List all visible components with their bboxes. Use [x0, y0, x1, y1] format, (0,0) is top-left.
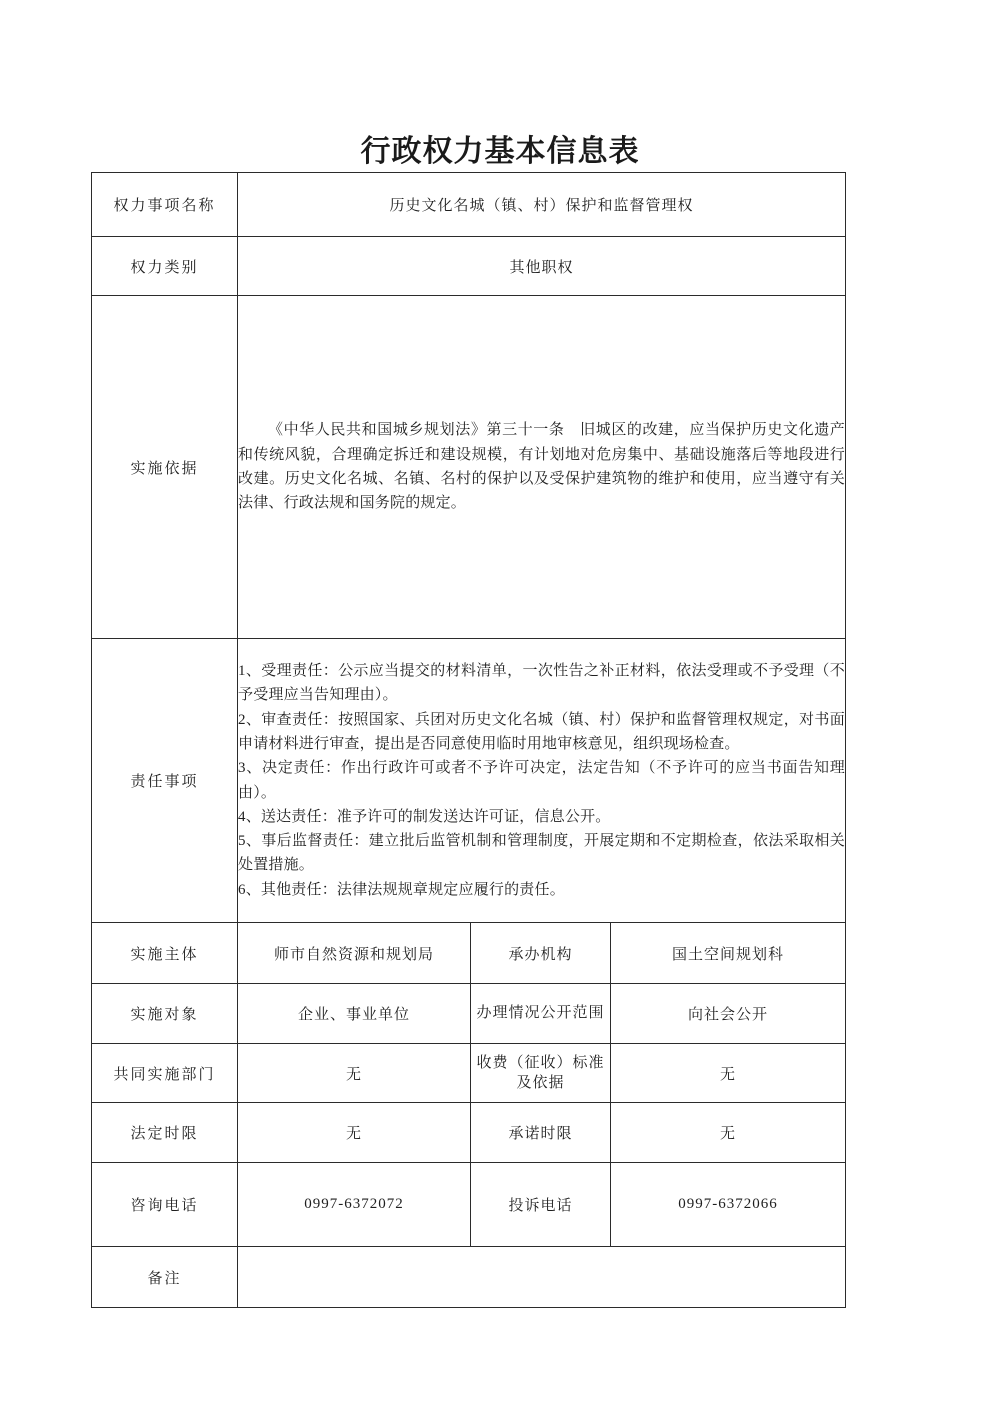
table-row-duties	[92, 639, 846, 923]
label-promised-time-limit: 承诺时限	[471, 1103, 611, 1163]
value-complaint-phone: 0997-6372066	[611, 1163, 846, 1247]
duty-item: 4、送达责任：准予许可的制发送达许可证，信息公开。	[238, 808, 611, 825]
duty-item: 6、其他责任：法律法规规章规定应履行的责任。	[238, 881, 565, 898]
value-legal-basis	[238, 296, 846, 639]
table-row-legal-basis	[92, 296, 846, 639]
label-disclosure-scope: 办理情况公开范围	[471, 984, 611, 1044]
label-fee-standard: 收费（征收）标准及依据	[471, 1044, 611, 1103]
label-legal-basis: 实施依据	[92, 296, 238, 639]
label-handling-agency: 承办机构	[471, 923, 611, 984]
value-consultation-phone: 0997-6372072	[238, 1163, 471, 1247]
table-row-power-type	[92, 237, 846, 296]
value-duties	[238, 639, 846, 923]
value-handling-agency: 国土空间规划科	[611, 923, 846, 984]
duty-item: 2、审查责任：按照国家、兵团对历史文化名城（镇、村）保护和监督管理权规定，对书面申请材料进行审查，提出是否同意使用临时用地审核意见，组织现场检查。	[238, 711, 845, 752]
value-statutory-time-limit: 无	[238, 1103, 471, 1163]
duty-item: 1、受理责任：公示应当提交的材料清单，一次性告之补正材料，依法受理或不予受理（不予受理应当告知理由）。	[238, 663, 845, 704]
page-title: 行政权力基本信息表	[360, 135, 640, 168]
label-power-name: 权力事项名称	[92, 173, 238, 237]
legal-basis-paragraph: 《中华人民共和国城乡规划法》第三十一条 旧城区的改建，应当保护历史文化遗产和传统风貌，合理确定拆迁和建设规模，有计划地对危房集中、基础设施落后等地段进行改建。历史文化名城、名镇、名村的保护以及受保护建筑物的维护和使用，应当遵守有关法律、行政法规和国务院的规定。	[238, 422, 845, 512]
value-power-name: 历史文化名城（镇、村）保护和监督管理权	[238, 173, 846, 237]
duty-item: 3、决定责任：作出行政许可或者不予许可决定，法定告知（不予许可的应当书面告知理由）。	[238, 760, 845, 801]
label-duties: 责任事项	[92, 639, 238, 923]
label-implementation-object: 实施对象	[92, 984, 238, 1044]
label-statutory-time-limit: 法定时限	[92, 1103, 238, 1163]
value-disclosure-scope: 向社会公开	[611, 984, 846, 1044]
table-row-remark	[92, 1247, 846, 1308]
value-implementation-subject: 师市自然资源和规划局	[238, 923, 471, 984]
value-implementation-object: 企业、事业单位	[238, 984, 471, 1044]
label-remark: 备注	[92, 1247, 238, 1308]
table-row-time-limit	[92, 1103, 846, 1163]
value-power-type: 其他职权	[238, 237, 846, 296]
duty-item: 5、事后监督责任：建立批后监管机制和管理制度，开展定期和不定期检查，依法采取相关处置措施。	[238, 833, 845, 874]
label-complaint-phone: 投诉电话	[471, 1163, 611, 1247]
label-joint-department: 共同实施部门	[92, 1044, 238, 1103]
table-row-power-name	[92, 173, 846, 237]
table-row-object	[92, 984, 846, 1044]
table-row-joint-department	[92, 1044, 846, 1103]
table-row-subject	[92, 923, 846, 984]
value-fee-standard: 无	[611, 1044, 846, 1103]
value-joint-department: 无	[238, 1044, 471, 1103]
power-info-table	[91, 172, 846, 1308]
table-row-phone	[92, 1163, 846, 1247]
label-consultation-phone: 咨询电话	[92, 1163, 238, 1247]
value-promised-time-limit: 无	[611, 1103, 846, 1163]
value-remark	[238, 1247, 846, 1308]
label-power-type: 权力类别	[92, 237, 238, 296]
label-implementation-subject: 实施主体	[92, 923, 238, 984]
